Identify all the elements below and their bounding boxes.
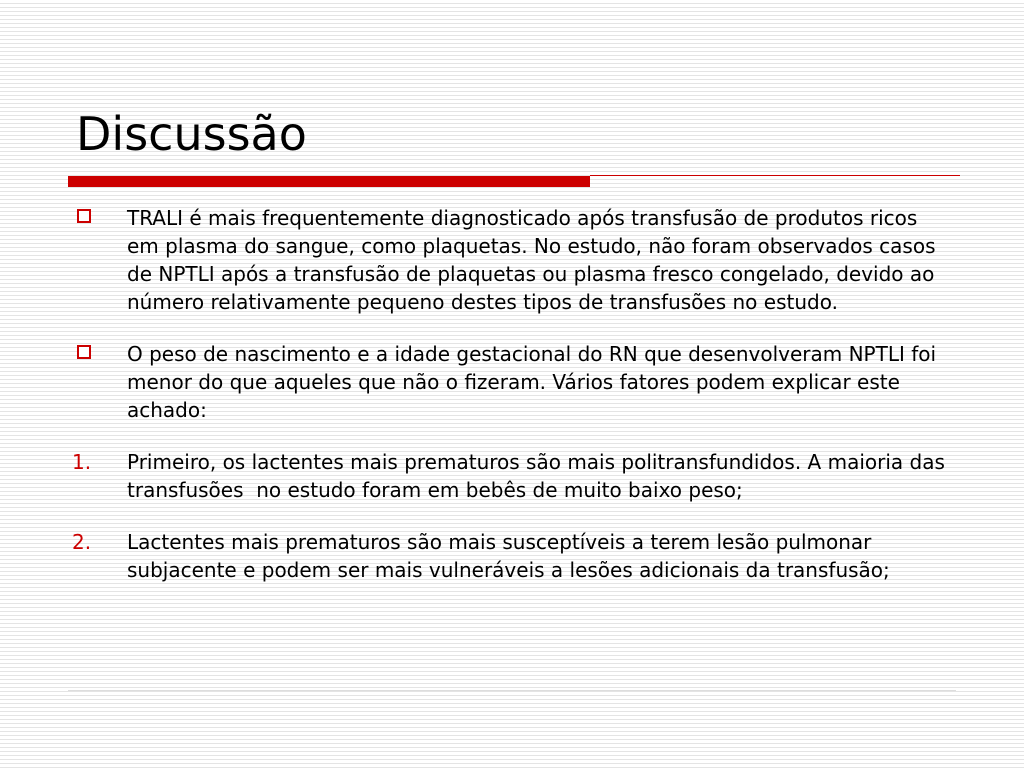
numbered-item-1 (72, 448, 952, 504)
numbered-item-2-marker: 2. (72, 530, 92, 554)
numbered-item-1-marker: 1. (72, 450, 92, 474)
hollow-square-bullet-icon (77, 209, 91, 223)
bullet-item-2-text: O peso de nascimento e a idade gestacional do RN que desenvolveram NPTLI foi menor do que aqueles que não o fizeram. Vários fatores podem explicar este achado: (127, 342, 943, 422)
title-underline-thick (68, 176, 590, 187)
hollow-square-bullet-icon (77, 345, 91, 359)
slide-title: Discussão (76, 107, 307, 161)
slide-body (72, 204, 952, 584)
footer-divider (68, 690, 956, 691)
numbered-item-2 (72, 528, 952, 584)
bullet-item-2 (72, 340, 952, 424)
bullet-item-1-text: TRALI é mais frequentemente diagnosticado após transfusão de produtos ricos em plasma do sangue, como plaquetas. No estudo, não foram observados casos de NPTLI após a transfusão de plaquetas ou plasma fresco congelado, devido ao número relativamente pequeno destes tipos de transfusões no estudo. (127, 206, 942, 314)
numbered-item-2-text: Lactentes mais prematuros são mais susceptíveis a terem lesão pulmonar subjacente e podem ser mais vulneráveis a lesões adicionais da transfusão; (127, 530, 890, 582)
title-underline-thin (590, 175, 960, 176)
bullet-item-1 (72, 204, 952, 316)
numbered-item-1-text: Primeiro, os lactentes mais prematuros são mais politransfundidos. A maioria das transfusões no estudo foram em bebês de muito baixo peso; (127, 450, 952, 502)
